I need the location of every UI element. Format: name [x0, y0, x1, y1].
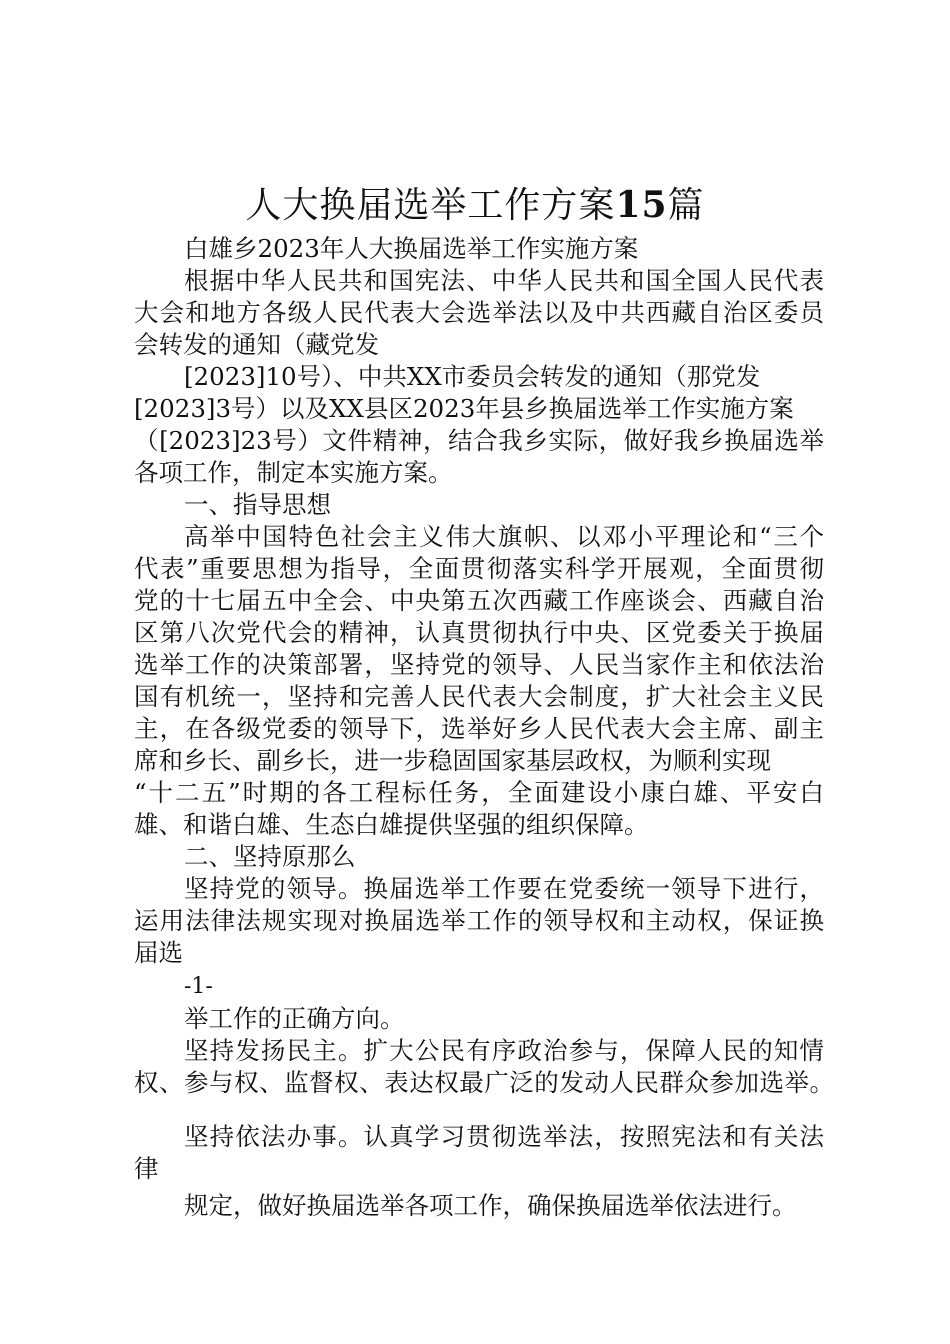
section-heading: 一、指导思想 — [184, 490, 331, 519]
section-heading: 二、坚持原那么 — [184, 842, 356, 871]
text-line: 坚持党的领导。换届选举工作要在党委统一领导下进行， — [184, 874, 824, 903]
page-number: -1- — [184, 974, 213, 999]
text-line: 举工作的正确方向。 — [184, 1004, 405, 1033]
title-suffix: 篇 — [667, 185, 705, 226]
text-line: 会转发的通知（藏党发 — [134, 330, 379, 359]
text-line: [2023]10号）、中共XX市委员会转发的通知（那党发 — [184, 362, 761, 391]
text-line: 选举工作的决策部署，坚持党的领导、人民当家作主和依法治 — [134, 650, 824, 679]
document-title — [0, 180, 950, 231]
text-line: 运用法律法规实现对换届选举工作的领导权和主动权，保证换 — [134, 906, 824, 935]
text-line: 届选 — [134, 938, 183, 967]
text-line: 代表”重要思想为指导，全面贯彻落实科学开展观，全面贯彻 — [134, 554, 824, 583]
title-main: 人大换届选举工作方案 — [245, 185, 616, 226]
text-line: 大会和地方各级人民代表大会选举法以及中共西藏自治区委员 — [134, 298, 824, 327]
text-line: 各项工作，制定本实施方案。 — [134, 458, 453, 487]
text-line: 高举中国特色社会主义伟大旗帜、以邓小平理论和“三个 — [184, 522, 824, 551]
text-line: 国有机统一，坚持和完善人民代表大会制度，扩大社会主义民 — [134, 682, 824, 711]
text-line: 席和乡长、副乡长，进一步稳固国家基层政权，为顺利实现 — [134, 746, 771, 775]
text-line: 坚持依法办事。认真学习贯彻选举法，按照宪法和有关法 — [184, 1122, 824, 1151]
text-line: 根据中华人民共和国宪法、中华人民共和国全国人民代表 — [184, 266, 824, 295]
title-number: 15 — [615, 184, 668, 226]
text-line: “十二五”时期的各工程标任务，全面建设小康白雄、平安白 — [134, 778, 824, 807]
text-line: 律 — [134, 1154, 159, 1183]
text-line: 区第八次党代会的精神，认真贯彻执行中央、区党委关于换届 — [134, 618, 824, 647]
text-line: 规定，做好换届选举各项工作，确保换届选举依法进行。 — [184, 1191, 797, 1220]
text-line: [2023]3号）以及XX县区2023年县乡换届选举工作实施方案 — [134, 394, 794, 423]
text-line: 坚持发扬民主。扩大公民有序政治参与，保障人民的知情 — [184, 1036, 824, 1065]
subtitle-line: 白雄乡2023年人大换届选举工作实施方案 — [184, 234, 639, 263]
text-line: 党的十七届五中全会、中央第五次西藏工作座谈会、西藏自治 — [134, 586, 824, 615]
text-line: 主，在各级党委的领导下，选举好乡人民代表大会主席、副主 — [134, 714, 824, 743]
text-line: （[2023]23号）文件精神，结合我乡实际，做好我乡换届选举 — [134, 426, 824, 455]
text-line: 权、参与权、监督权、表达权最广泛的发动人民群众参加选举。 — [134, 1068, 834, 1097]
text-line: 雄、和谐白雄、生态白雄提供坚强的组织保障。 — [134, 810, 649, 839]
